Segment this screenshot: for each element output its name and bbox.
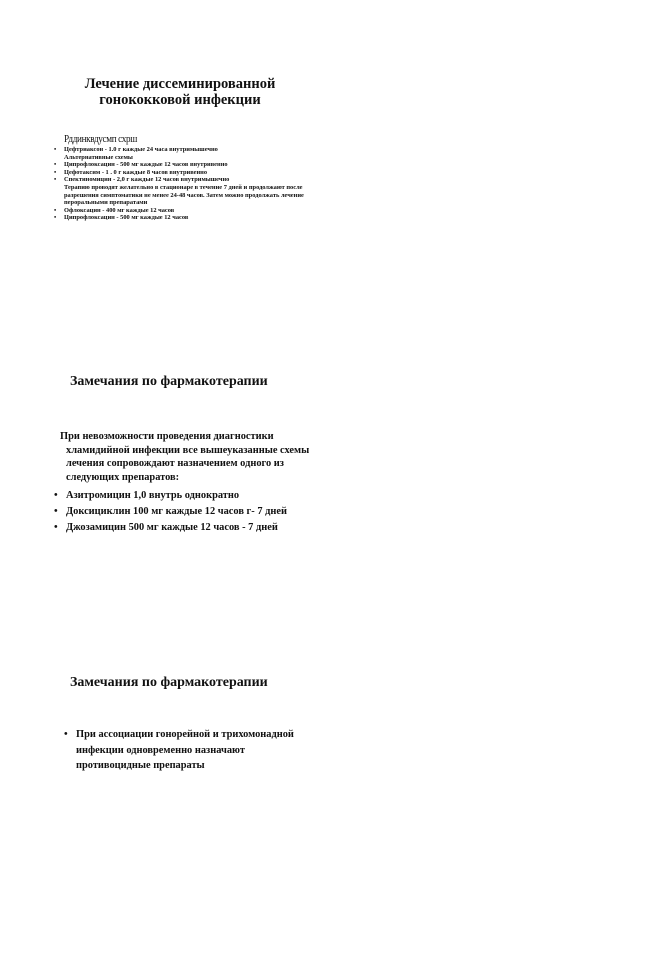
bullet-icon: • (54, 161, 57, 169)
bullet-icon: • (54, 146, 57, 153)
slide-1-treatment-list (54, 146, 314, 222)
list-item (54, 146, 314, 154)
list-note: Терапию проводят желательно в стационаре в течение 7 дней и продолжают после разрешения симптоматики не менее 24-48 часов. Затем можно продолжать лечение пероральными препаратами (64, 183, 304, 207)
list-item-text: Спектиномицин - 2,0 г каждые 12 часов внутримышечно (64, 176, 230, 184)
list-item-text: Доксициклин 100 мг каждые 12 часов г- 7 дней (66, 506, 287, 517)
slide-1-subheading: Рддинквдусмп схрш (64, 134, 137, 145)
list-item-text: При ассоциации гонорейной и трихомонадной инфекции одновременно назначают противоцидные препараты (76, 729, 294, 771)
list-item (54, 161, 314, 169)
list-item-text: Ципрофлоксацин - 500 мг каждые 12 часов внутривенно (64, 161, 228, 169)
slide-3-heading: Замечания по фармакотерапии (70, 675, 268, 690)
slide-1-title (60, 76, 300, 108)
list-item (64, 727, 304, 774)
list-item-text: Азитромицин 1,0 внутрь однократно (66, 490, 240, 501)
bullet-icon: • (64, 729, 68, 740)
bullet-icon: • (54, 206, 57, 214)
paragraph-line-1: При невозможности проведения диагностики (60, 431, 274, 442)
paragraph-rest: хламидийной инфекции все вышеуказанные схемы лечения сопровождают назначением одного из следующих препаратов: (66, 444, 310, 483)
list-item-text: Офлоксацин - 400 мг каждые 12 часов (64, 206, 175, 214)
slide-3-list (64, 727, 304, 774)
bullet-icon: • (54, 506, 58, 517)
bullet-icon: • (54, 168, 57, 176)
bullet-icon: • (54, 214, 57, 222)
list-item (54, 169, 314, 177)
list-item-text: Цефотаксим - 1 . 0 г каждые 8 часов внутривенно (64, 168, 208, 176)
slide-1-title-line-1: Лечение диссеминированной (84, 76, 276, 92)
list-item (54, 504, 314, 520)
list-item (54, 207, 314, 215)
list-item-text: Ципрофлоксацин - 500 мг каждые 12 часов (64, 214, 189, 222)
list-item (54, 176, 314, 184)
slide-2-heading: Замечания по фармакотерапии (70, 374, 268, 389)
slide-2-drug-list (54, 488, 314, 536)
bullet-icon: • (54, 176, 57, 184)
slide-1-title-line-2: гонококковой инфекции (99, 92, 261, 108)
list-item (54, 214, 314, 222)
slide-2-paragraph (60, 430, 310, 484)
bullet-icon: • (54, 522, 58, 533)
list-note: Альтернативные схемы (64, 153, 133, 161)
list-item (54, 488, 314, 504)
list-item (54, 520, 314, 536)
list-item-text: Джозамицин 500 мг каждые 12 часов - 7 дней (66, 522, 278, 533)
list-item-text: Цефтриаксон - 1.0 г каждые 24 часа внутримышечно (64, 146, 218, 153)
bullet-icon: • (54, 490, 58, 501)
